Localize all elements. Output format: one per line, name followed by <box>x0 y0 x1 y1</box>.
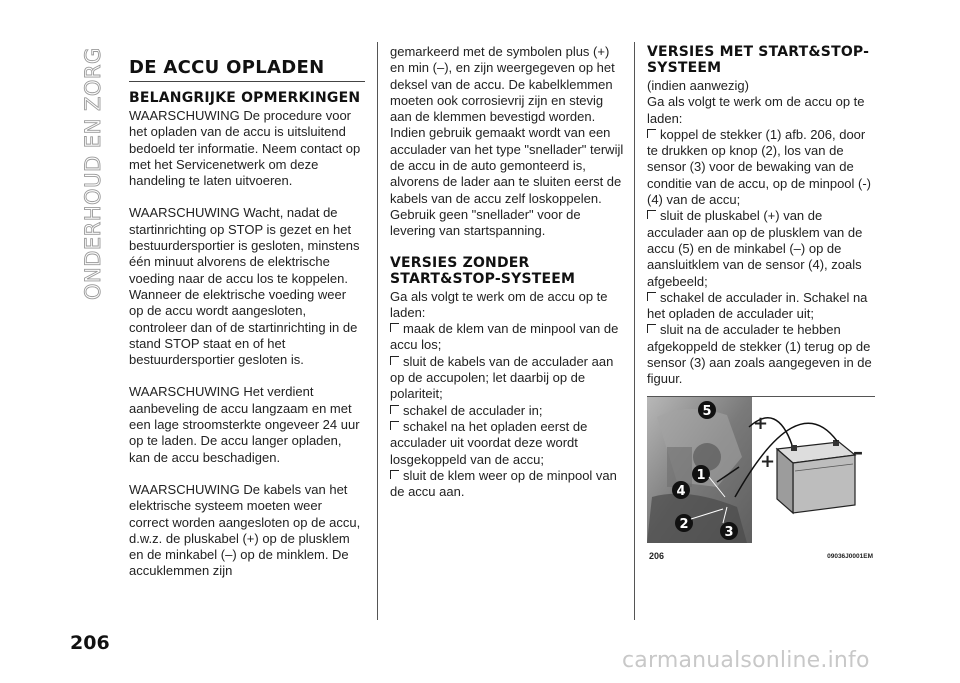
list-item: sluit de klem weer op de minpool van de accu aan. <box>390 467 617 500</box>
title-rule <box>129 81 365 82</box>
bullet-icon <box>390 405 399 414</box>
heading-without-start-stop: VERSIES ZONDER START&STOP-SYSTEEM <box>390 254 576 287</box>
column-1 <box>129 58 363 580</box>
bullet-icon <box>390 470 399 479</box>
list-item: sluit de kabels van de acculader aan op de accupolen; let daarbij op de polariteit; <box>390 353 614 402</box>
battery-illustration <box>647 397 875 543</box>
bullet-icon <box>647 129 656 138</box>
list-item: sluit de pluskabel (+) van de acculader aan op de plusklem van de accu (5) en de minkabel (–) op de aansluitklem van de sensor (4), zoals afgebeeld; <box>647 208 863 289</box>
column-divider <box>377 42 378 620</box>
list-item: schakel na het opladen eerst de acculader uit voordat deze wordt losgekoppeld van de accu; <box>390 418 588 467</box>
svg-text:2: 2 <box>679 516 689 532</box>
callout-2 <box>675 514 693 532</box>
warning-paragraph: WAARSCHUWING Wacht, nadat de startinrichting op STOP is gezet en het bestuurdersportier is gesloten, minstens één minuut alvorens de elektrische voeding naar de accu los te koppelen. Wanneer de elektrische voeding weer op de accu wordt aangesloten, controleer dan of de startinrichting in de stand STOP staat en of het bestuurdersportier gesloten is. <box>129 205 360 368</box>
warning-paragraph: WAARSCHUWING De procedure voor het opladen van de accu is uitsluitend bedoeld ter informatie. Neem contact op met het Servicenetwerk om deze handeling te laten uitvoeren. <box>129 108 361 189</box>
figure-code: 09036J0001EM <box>827 552 873 560</box>
svg-text:5: 5 <box>702 403 712 419</box>
bullet-icon <box>390 323 399 332</box>
column-divider <box>634 42 635 620</box>
battery-icon <box>777 440 855 513</box>
svg-text:3: 3 <box>724 524 734 540</box>
intro-paragraph: Ga als volgt te werk om de accu op te laden: <box>390 288 608 320</box>
list-item: koppel de stekker (1) afb. 206, door te drukken op knop (2), los van de sensor (3) voor de bewaking van de conditie van de accu, op de minpool (-) (4) van de accu; <box>647 126 872 208</box>
side-title-text: ONDERHOUD EN ZORG <box>81 47 105 300</box>
plus-sign: + <box>753 412 769 434</box>
bullet-icon <box>647 324 656 333</box>
bullet-icon <box>390 356 399 365</box>
callout-1 <box>692 465 710 483</box>
svg-text:4: 4 <box>676 483 686 499</box>
heading-with-start-stop: VERSIES MET START&STOP-SYSTEEM <box>647 44 870 76</box>
callout-5 <box>698 401 716 419</box>
list-item: schakel de acculader in. Schakel na het opladen de acculader uit; <box>647 289 868 322</box>
section-side-title <box>81 42 105 302</box>
figure-number: 206 <box>649 550 665 561</box>
subheading-important: BELANGRIJKE OPMERKINGEN <box>129 90 361 106</box>
warning-paragraph: WAARSCHUWING De kabels van het elektrische systeem moeten weer correct worden aangesloten op de accu, d.w.z. de pluskabel (+) op de plusklem en de minkabel (–) op de minklem. De accuklemmen zijn <box>129 481 361 579</box>
svg-text:1: 1 <box>696 467 706 483</box>
callout-4 <box>672 481 690 499</box>
bullet-icon <box>390 421 399 430</box>
page-title: DE ACCU OPLADEN <box>129 57 325 78</box>
column-2 <box>390 44 624 500</box>
warning-paragraph: WAARSCHUWING Het verdient aanbeveling de accu langzaam en met een lage stroomsterkte ongeveer 24 uur op te laden. De accu langer opladen, kan de accu beschadigen. <box>129 384 360 465</box>
availability-note: (indien aanwezig) <box>647 78 749 93</box>
column-3 <box>647 44 879 561</box>
callout-3 <box>720 522 738 540</box>
list-item: maak de klem van de minpool van de accu los; <box>390 321 619 353</box>
bullet-icon <box>647 292 656 301</box>
list-item: schakel de acculader in; <box>390 403 624 419</box>
plus-sign: + <box>760 450 776 472</box>
battery-figure <box>647 396 875 561</box>
watermark: carmanualsonline.info <box>622 648 870 673</box>
intro-paragraph: Ga als volgt te werk om de accu op te laden: <box>647 94 865 126</box>
minus-sign: – <box>853 439 863 464</box>
list-item: sluit na de acculader te hebben afgekoppeld de stekker (1) terug op de sensor (3) aan zoals aangegeven in de figuur. <box>647 322 872 387</box>
bullet-icon <box>647 210 656 219</box>
body-paragraph: gemarkeerd met de symbolen plus (+) en min (–), en zijn weergegeven op het deksel van de accu. De kabelklemmen moeten ook corrosievrij zijn en stevig aan de klemmen bevestigd worden. Indien gebruik gemaakt wordt van een acculader van het type "snellader" terwijl de accu in de auto gemonteerd is, alvorens de lader aan te sluiten eerst de kabels van de accu zelf loskoppelen. Gebruik geen "snellader" voor de levering van startspanning. <box>390 44 624 239</box>
page-number: 206 <box>70 632 110 654</box>
